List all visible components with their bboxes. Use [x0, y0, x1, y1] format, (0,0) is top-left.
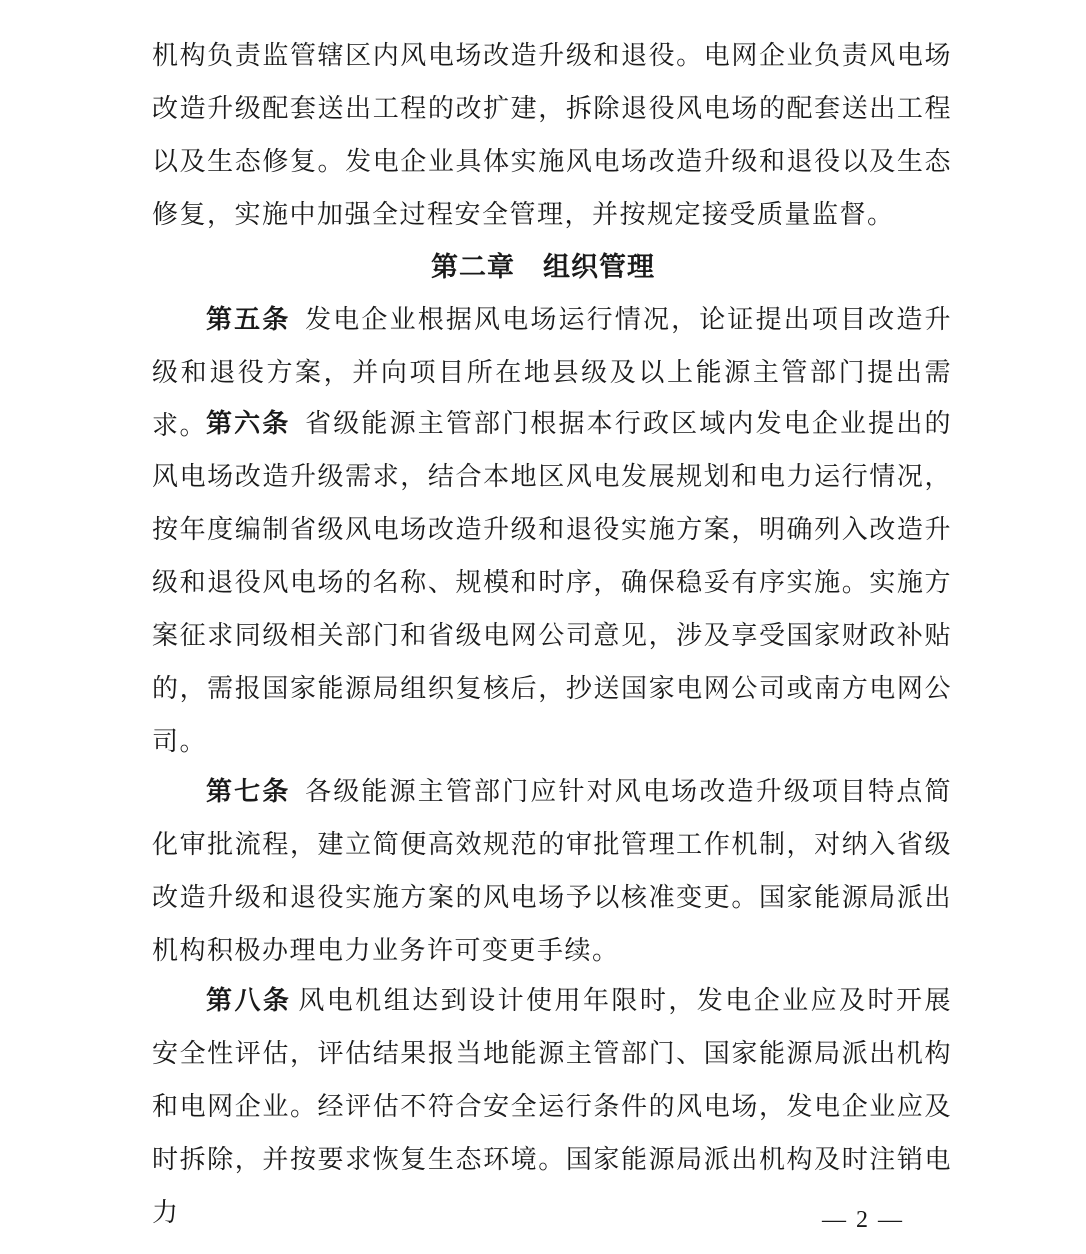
article-8: [152, 975, 952, 1240]
article-label: 第五条: [206, 305, 291, 335]
article-text: 省级能源主管部门根据本行政区域内发电企业提出的风电场改造升级需求，结合本地区风电发展规划和电力运行情况，按年度编制省级风电场改造升级和退役实施方案，明确列入改造升级和退役风电场的名称、规模和时序，确保稳妥有序实施。实施方案征求同级相关部门和省级电网公司意见，涉及享受国家财政补贴的，需报国家能源局组织复核后，抄送国家电网公司或南方电网公司。: [152, 409, 952, 757]
article-text: 风电机组达到设计使用年限时，发电企业应及时开展安全性评估，评估结果报当地能源主管部门、国家能源局派出机构和电网企业。经评估不符合安全运行条件的风电场，发电企业应及时拆除，并按要求恢复生态环境。国家能源局派出机构及时注销电力: [152, 986, 952, 1228]
article-label: 第七条: [206, 777, 291, 807]
paragraph-text: 机构负责监管辖区内风电场改造升级和退役。电网企业负责风电场改造升级配套送出工程的改扩建，拆除退役风电场的配套送出工程以及生态修复。发电企业具体实施风电场改造升级和退役以及生态修复，实施中加强全过程安全管理，并按规定接受质量监督。: [152, 41, 952, 230]
article-6: [152, 398, 952, 769]
article-label: 第六条: [206, 409, 291, 439]
article-label: 第八条: [206, 986, 292, 1016]
page-number: — 2 —: [822, 1207, 904, 1233]
article-text: 各级能源主管部门应针对风电场改造升级项目特点简化审批流程，建立简便高效规范的审批管理工作机制，对纳入省级改造升级和退役实施方案的风电场予以核准变更。国家能源局派出机构积极办理电力业务许可变更手续。: [152, 777, 952, 966]
article-7: [152, 766, 952, 978]
chapter-heading: 第二章 组织管理: [431, 252, 655, 283]
paragraph-continued: [152, 30, 952, 242]
article-text: 发电企业根据风电场运行情况，论证提出项目改造升级和退役方案，并向项目所在地县级及以上能源主管部门提出需求。: [152, 305, 952, 441]
